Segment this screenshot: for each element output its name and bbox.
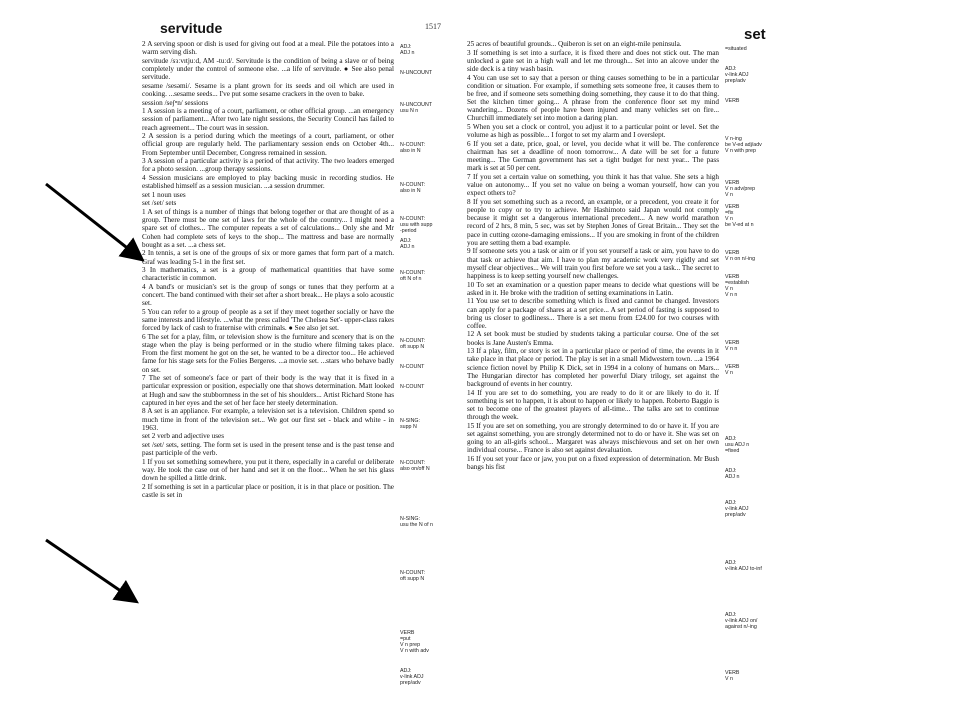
entry-paragraph: 7 The set of someone's face or part of their body is the way that it is fixed in a particular expression or position, especially one that shows determination. Matt looked at Hugh and saw the stubbornness in the set of his shoulders... Artist Richard Stone has captured in her eyes and the set of her face her steely determination. bbox=[142, 374, 394, 407]
grammar-label: N-COUNT: also in N bbox=[400, 182, 426, 194]
entry-paragraph: set 2 verb and adjective uses bbox=[142, 432, 225, 441]
grammar-label: N-COUNT: oft supp N bbox=[400, 570, 426, 582]
grammar-label: VERB =fix V n be V-ed at n bbox=[725, 204, 754, 228]
entry-paragraph: 13 If a play, film, or story is set in a particular place or period of time, the events in it take place in that place or period. The play is set in a small Midwestern town. ...a 1964 science fiction novel by Philip K Dick, set in 1994 in a colony of humans on Mars... The Hungarian director has completed her powerful Diary trilogy, set against the background of events in her country. bbox=[467, 347, 719, 388]
entry-paragraph: 6 If you set a date, price, goal, or level, you decide what it will be. The conference chairman has set a deadline of noon tomorrow... A date will be set for a future meeting... The German government has set a tight budget for next year... The pass mark is set at 50 per cent. bbox=[467, 139, 719, 173]
grammar-label: ADJ: usu ADJ n =fixed bbox=[725, 436, 750, 454]
entry-paragraph: 5 You can refer to a group of people as a set if they meet together socially or have the same interests and lifestyle. ...what the press called 'The Chelsea Set'- upper-class rakes forced by lack of cash to fraternise with criminals. ● See also jet set. bbox=[142, 308, 394, 333]
arrow-set-2 bbox=[46, 540, 134, 600]
entry-paragraph: servitude /sɜːvɪtjuːd, AM -tuːd/. Servitude is the condition of being a slave or of being completely under the control of someone else. ...a life of servitude. ● See also penal servitude. bbox=[142, 56, 394, 82]
grammar-label: N-UNCOUNT usu N n bbox=[400, 102, 433, 114]
grammar-label: ADJ: ADJ n bbox=[725, 468, 740, 480]
page-number: 1517 bbox=[425, 22, 441, 31]
grammar-label: VERB V n bbox=[725, 364, 740, 376]
grammar-label: =situated bbox=[725, 46, 747, 52]
entry-paragraph: 4 A band's or musician's set is the group of songs or tunes that they perform at a concert. The band continued with their set after a short break... He plays a solo acoustic set. bbox=[142, 283, 394, 308]
entry-paragraph: 11 You use set to describe something which is fixed and cannot be changed. Investors can apply for a package of shares at a set price... A set period of fasting is supposed to bring us closer to godliness... There is a set menu from £24.00 for two courses with coffee. bbox=[467, 297, 719, 330]
grammar-label: N-COUNT: also in N bbox=[400, 142, 426, 154]
entry-paragraph: 8 A set is an appliance. For example, a television set is a television. Children spend so much time in front of the television set... We got our first set - black and white - in 1963. bbox=[142, 407, 394, 432]
left-column bbox=[142, 40, 394, 500]
grammar-label: VERB bbox=[725, 98, 740, 104]
entry-paragraph: 15 If you are set on something, you are strongly determined to do or have it. If you are set against something, you are strongly determined not to do or have it. She was set on going to an all-girls school... Margaret was always mischievous and set on her own individual course... France is also set against devaluation. bbox=[467, 421, 719, 455]
grammar-label: V n-ing be V-ed adj/adv V n with prep bbox=[725, 136, 762, 154]
right-guide-word: set bbox=[744, 26, 766, 43]
grammar-label: ADJ: v-link ADJ to-inf bbox=[725, 560, 762, 572]
entry-paragraph: 3 In mathematics, a set is a group of mathematical quantities that have some characteristic in common. bbox=[142, 266, 394, 283]
entry-paragraph: set /set/ sets bbox=[142, 199, 177, 208]
grammar-label: N-COUNT bbox=[400, 384, 425, 390]
entry-paragraph: session /seʃⁿn/ sessions bbox=[142, 98, 209, 107]
grammar-label: ADJ: ADJ n bbox=[400, 238, 415, 250]
grammar-label: VERB V n bbox=[725, 670, 740, 682]
entry-paragraph: set 1 noun uses bbox=[142, 190, 186, 199]
entry-paragraph: 10 To set an examination or a question paper means to decide what questions will be asked in it. He broke with the tradition of setting examinations in Latin. bbox=[467, 280, 719, 297]
grammar-label: ADJ: v-link ADJ prep/adv bbox=[725, 500, 749, 518]
grammar-label: ADJ: ADJ n bbox=[400, 44, 415, 56]
grammar-label: N-COUNT: usu with supp -period bbox=[400, 216, 433, 234]
left-guide-word: servitude bbox=[160, 20, 223, 36]
entry-paragraph: set /set/ sets, setting. The form set is used in the present tense and is the past tense and past participle of the verb. bbox=[142, 441, 394, 458]
grammar-label: ADJ: v-link ADJ prep/adv bbox=[400, 668, 424, 686]
entry-paragraph: 4 You can use set to say that a person or thing causes something to be in a particular condition or situation. For example, if something sets someone free, it causes them to be free, and if someone sets something doing something, they cause it to do that thing. Set the kitchen timer going... A phrase from the conference floor set my mind wandering... Dozens of people have been injured and many vehicles set on fire... Churchill immediately set into motion a daring plan. bbox=[467, 73, 719, 123]
entry-paragraph: 2 A session is a period during which the meetings of a court, parliament, or other official group are regularly held. The parliamentary session ends on October 4th... From September until December, Congress remained in session. bbox=[142, 132, 394, 157]
entry-paragraph: 1 A session is a meeting of a court, parliament, or other official group. ...an emergency session of parliament... After two late night sessions, the Security Council has failed to reach agreement... The court was in session. bbox=[142, 107, 394, 132]
entry-paragraph: 12 A set book must be studied by students taking a particular course. One of the set books is Jane Austen's Emma. bbox=[467, 330, 719, 347]
grammar-label: VERB =establish V n V n n bbox=[725, 274, 749, 298]
grammar-label: N-UNCOUNT bbox=[400, 70, 433, 76]
entry-paragraph: 7 If you set a certain value on something, you think it has that value. She sets a high value on autonomy... If you set no value on being a woman yourself, how can you expect others to? bbox=[467, 173, 719, 198]
entry-paragraph: 9 If someone sets you a task or aim or if you set yourself a task or aim, you have to do that task or achieve that aim. I have to plan my academic work very rigidly and set myself clear objectives... We will train you first before we set you a task... The secret to happiness is to keep setting yourself new challenges. bbox=[467, 247, 719, 280]
entry-paragraph: 2 A serving spoon or dish is used for giving out food at a meal. Pile the potatoes into a warm serving dish. bbox=[142, 40, 394, 57]
entry-paragraph: 5 When you set a clock or control, you adjust it to a particular point or level. Set the volume as high as possible... I forgot to set my alarm and I overslept. bbox=[467, 123, 719, 140]
grammar-label: VERB V n adv/prep V n bbox=[725, 180, 756, 198]
grammar-label: N-COUNT: also on/off N bbox=[400, 460, 430, 472]
grammar-label: N-COUNT: oft N of n bbox=[400, 270, 426, 282]
entry-paragraph: sesame /sesəmi/. Sesame is a plant grown for its seeds and oil which are used in cooking. ...sesame seeds... I've put some sesame crackers in the oven to bake. bbox=[142, 81, 394, 98]
grammar-label: N-COUNT: oft supp N bbox=[400, 338, 426, 350]
entry-paragraph: 3 If something is set into a surface, it is fixed there and does not stick out. The man unlocked a gate set in a high wall and let me through... Set into an alcove under the side deck is a tiny wash basin. bbox=[467, 48, 719, 73]
entry-paragraph: 6 The set for a play, film, or television show is the furniture and scenery that is on the stage when the play is being performed or in the studio where filming takes place. From the first moment he got on the set, he wanted to be a director too... He achieved fame for his stage sets for the Folies Bergeres. ...a movie set. ...stars who behave badly on set. bbox=[142, 332, 394, 374]
grammar-label: ADJ: v-link ADJ on/ against n/-ing bbox=[725, 612, 758, 630]
entry-paragraph: 8 If you set something such as a record, an example, or a precedent, you create it for people to copy or to try to achieve. Mr Hashimoto said Japan would not comply because it might set a dangerous international precedent... A new world marathon record of 2 hrs, 8 min, 5 sec, was set by Stephen Jones of Great Britain... They set the pace in cutting ozone-damaging emissions... If you are smoking in front of the children you are setting them a bad example. bbox=[467, 197, 719, 247]
entry-paragraph: 4 Session musicians are employed to play backing music in recording studios. He established himself as a session musician. ...a session drummer. bbox=[142, 174, 394, 191]
grammar-label: VERB =put V n prep V n with adv bbox=[400, 630, 429, 654]
entry-paragraph: 1 If you set something somewhere, you put it there, especially in a careful or deliberate way. He took the case out of her hand and set it on the floor... When he set his glass down he spilled a little drink. bbox=[142, 457, 394, 483]
entry-paragraph: 14 If you are set to do something, you are ready to do it or are likely to do it. If something is set to happen, it is about to happen or likely to happen. Roberto Baggio is set to become one of the greatest players of all-time... The talks are set to continue through the week. bbox=[467, 388, 719, 422]
grammar-label: N-COUNT bbox=[400, 364, 425, 370]
grammar-label: VERB V n n bbox=[725, 340, 740, 352]
entry-paragraph: 2 In tennis, a set is one of the groups of six or more games that form part of a match. Graf was leading 5-1 in the first set. bbox=[142, 249, 394, 266]
arrow-set-1 bbox=[46, 184, 140, 258]
right-column bbox=[467, 40, 719, 472]
grammar-label: N-SING: usu the N of n bbox=[400, 516, 433, 528]
entry-paragraph: 3 A session of a particular activity is a period of that activity. The two leaders emerged for a photo session. ...group therapy sessions. bbox=[142, 157, 394, 174]
entry-paragraph: 25 acres of beautiful grounds... Quiberon is set on an eight-mile peninsula. bbox=[467, 40, 682, 48]
grammar-label: N-SING: supp N bbox=[400, 418, 421, 430]
grammar-label: ADJ: v-link ADJ prep/adv bbox=[725, 66, 749, 84]
entry-paragraph: 16 If you set your face or jaw, you put on a fixed expression of determination. Mr Bush bangs his fist bbox=[467, 454, 719, 471]
entry-paragraph: 1 A set of things is a number of things that belong together or that are thought of as a group. There must be one set of laws for the whole of the country... I might need a spare set of clothes... The computer repeats a set of calculations... Only she and Mr Cohen had complete sets of keys to the shop... The mattress and base are normally bought as a set. ...a chess set. bbox=[142, 208, 394, 249]
grammar-label: VERB V n on n/-ing bbox=[725, 250, 756, 262]
entry-paragraph: 2 If something is set in a particular place or position, it is in that place or position. The castle is set in bbox=[142, 482, 394, 499]
